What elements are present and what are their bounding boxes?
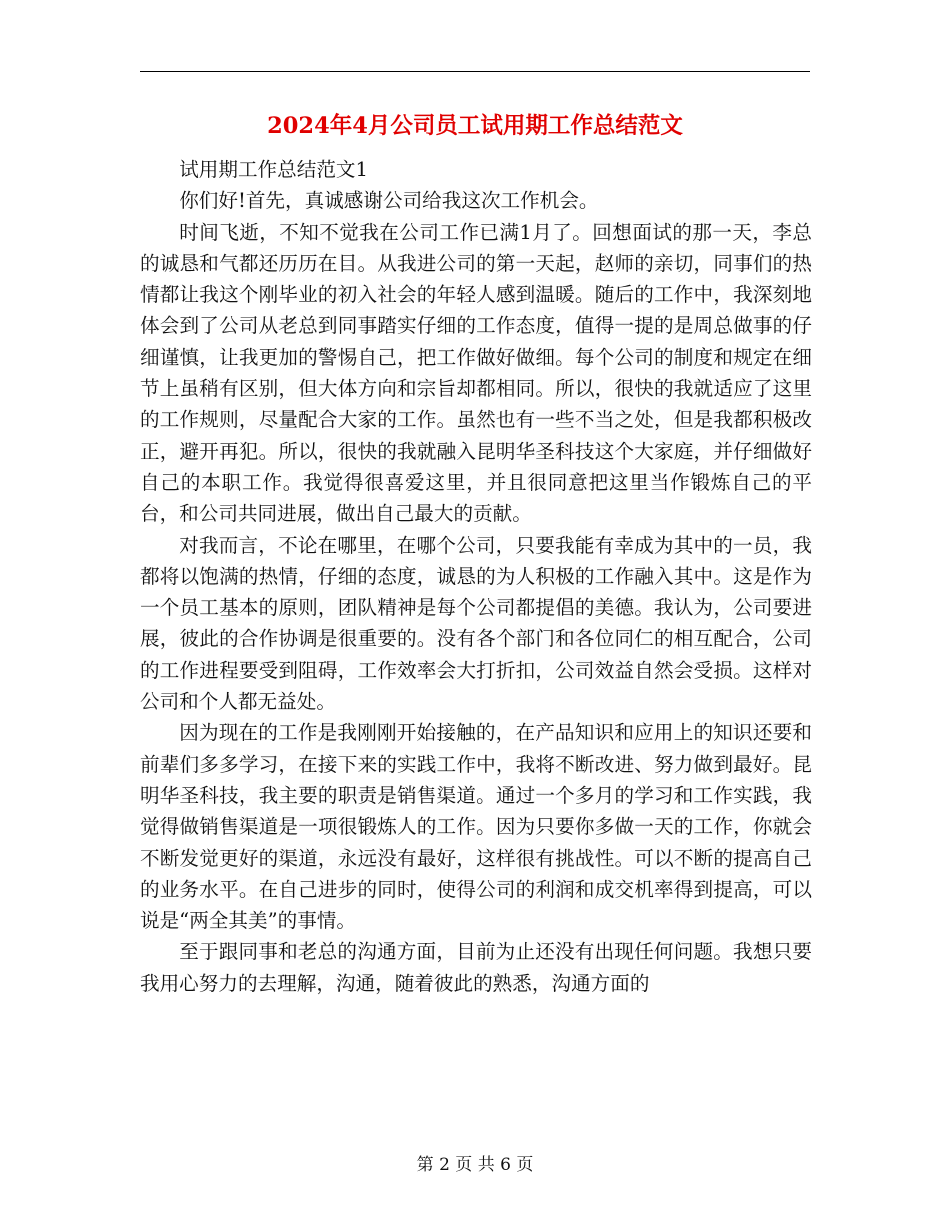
page-number-footer: 第 2 页 共 6 页	[416, 1155, 534, 1175]
paragraph: 对我而言，不论在哪里，在哪个公司，只要我能有幸成为其中的一员，我都将以饱满的热情，仔细的态度，诚恳的为人积极的工作融入其中。这是作为一个员工基本的原则，团队精神是每个公司都提倡的美德。我认为，公司要进展，彼此的合作协调是很重要的。没有各个部门和各位同仁的相互配合，公司的工作进程要受到阻碍，工作效率会大打折扣，公司效益自然会受损。这样对公司和个人都无益处。	[140, 533, 812, 714]
paragraph: 时间飞逝，不知不觉我在公司工作已满1月了。回想面试的那一天，李总的诚恳和气都还历历在目。从我进公司的第一天起，赵师的亲切，同事们的热情都让我这个刚毕业的初入社会的年轻人感到温暖。随后的工作中，我深刻地体会到了公司从老总到同事踏实仔细的工作态度，值得一提的是周总做事的仔细谨慎，让我更加的警惕自己，把工作做好做细。每个公司的制度和规定在细节上虽稍有区别，但大体方向和宗旨却都相同。所以，很快的我就适应了这里的工作规则，尽量配合大家的工作。虽然也有一些不当之处，但是我都积极改正，避开再犯。所以，很快的我就融入昆明华圣科技这个大家庭，并仔细做好自己的本职工作。我觉得很喜爱这里，并且很同意把这里当作锻炼自己的平台，和公司共同进展，做出自己最大的贡献。	[140, 220, 812, 526]
document-title: 2024年4月公司员工试用期工作总结范文	[267, 113, 683, 139]
section-heading: 试用期工作总结范文1	[179, 158, 368, 181]
document-body	[140, 154, 812, 999]
paragraph: 你们好!首先，真诚感谢公司给我这次工作机会。	[179, 189, 599, 213]
paragraph: 因为现在的工作是我刚刚开始接触的，在产品知识和应用上的知识还要和前辈们多多学习，在接下来的实践工作中，我将不断改进、努力做到最好。昆明华圣科技，我主要的职责是销售渠道。通过一个多月的学习和工作实践，我觉得做销售渠道是一项很锻炼人的工作。因为只要你多做一天的工作，你就会不断发觉更好的渠道，永远没有最好，这样很有挑战性。可以不断的提高自己的业务水平。在自己进步的同时，使得公司的利润和成交机率得到提高，可以说是“两全其美”的事情。	[140, 721, 812, 933]
header-rule	[140, 71, 810, 72]
paragraph: 至于跟同事和老总的沟通方面，目前为止还没有出现任何问题。我想只要我用心努力的去理解，沟通，随着彼此的熟悉，沟通方面的	[140, 940, 812, 995]
